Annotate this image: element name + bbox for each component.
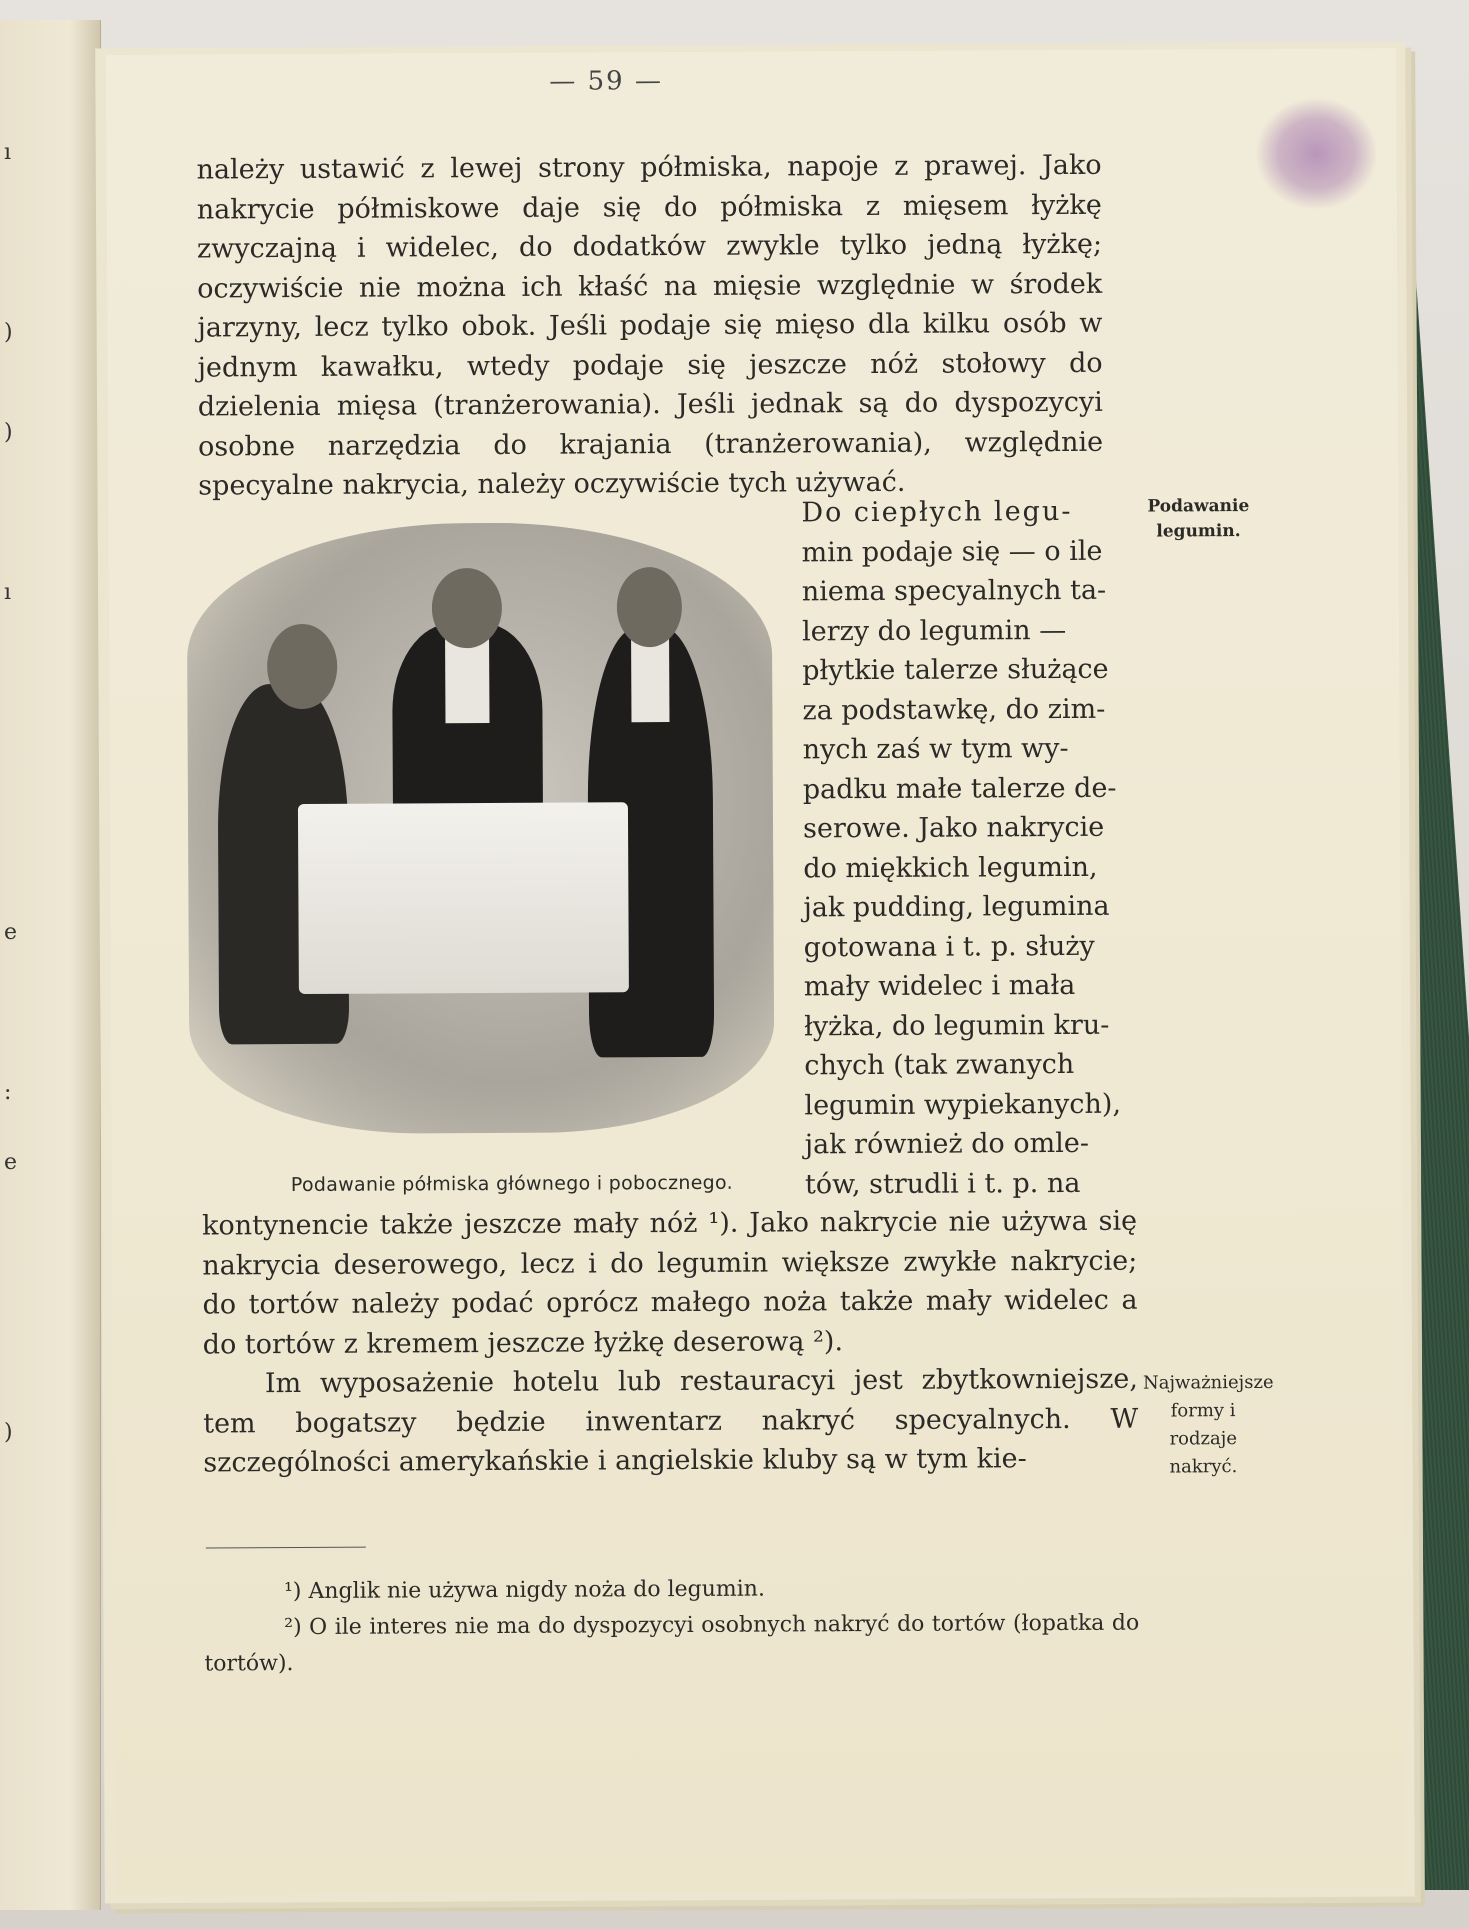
top-paragraph-text: należy ustawić z lewej strony półmiska, napoje z prawej. Jako nakrycie półmiskowe daje się do półmiska z mięsem łyżkę zwyczajną i widelec, do dodatków zwykle tylko jedną łyżkę; oczywiście nie można ich kłaść na mięsie względnie w środek jarzyny, lecz tylko obok. Jeśli podaje się mięso dla kilku osób w jednym kawałku, wtedy podaje się jeszcze nóż stołowy do dzielenia mięsa (tranżerowania). Jeśli jednak są do dyspozycyi osobne narzędzia do krajania (tranżerowania), względnie specyalne nakrycia, należy oczywiście tych używać. [196,149,1104,502]
right-column-line: padku małe talerze de- [802,772,1117,805]
waiter-center-head [432,568,502,648]
diner-head [267,624,337,709]
right-column-line: jak pudding, legumina [803,890,1110,924]
footnotes [204,1570,1140,1683]
left-page-edge [0,20,101,1910]
footnote-1: ¹) Anglik nie używa nigdy noża do legumin. [283,1576,765,1605]
top-paragraph [197,146,1104,506]
right-column-line: tów, strudli i t. p. na [804,1167,1081,1200]
right-column-line: min podaje się — o ile [801,535,1103,568]
illustration-photo [186,522,774,1135]
right-column-line: niema specyalnych ta- [801,574,1107,608]
right-column [801,492,1135,1205]
right-column-line: płytkie talerze służące [802,653,1109,687]
page-number: — 59 — [549,66,664,97]
footnote-divider [206,1547,366,1549]
right-column-line: Do ciepłych legu- [801,495,1073,529]
right-column-line: łyżka, do legumin kru- [804,1009,1110,1042]
margin-note-serving-desserts: Podawanie legumin. [1147,496,1250,542]
photo-caption: Podawanie półmiska głównego i pobocznego. [290,1171,734,1197]
right-column-line: za podstawkę, do zim- [802,693,1106,726]
right-column-line: jak również do omle- [804,1127,1090,1161]
right-column-line: chych (tak zwanych [804,1048,1075,1082]
bottom-paragraph-2: Im wyposażenie hotelu lub restauracyi jest zbytkowniejsze, tem bogatszy będzie inwentarz nakryć specyalnych. W szczególności amerykańskie i angielskie kluby są w tym kie- [203,1363,1139,1479]
bottom-paragraphs [202,1202,1138,1483]
right-column-line: lerzy do legumin — [801,614,1067,647]
right-column-line: legumin wypiekanych), [804,1088,1122,1121]
right-column-line: nych zaś w tym wy- [802,732,1069,766]
right-column-line: gotowana i t. p. służy [803,930,1095,963]
book-page [106,48,1406,1895]
margin-note-table-settings: Najważniejsze formy i rodzaje nakryć. [1142,1371,1274,1478]
library-stamp [1256,98,1377,209]
left-page-text-fragments: ı ) ) ı e : e ) [4,140,18,1445]
right-column-line: serowe. Jako nakrycie [802,811,1105,845]
right-column-line: mały widelec i mała [803,969,1076,1003]
waiter-right-head [617,567,682,647]
tablecloth [298,802,629,994]
bottom-paragraph-1: kontynencie także jeszcze mały nóż ¹). Jako nakrycie nie używa się nakrycia deserowego, lecz i do legumin większe zwykłe nakrycie; do tortów należy podać oprócz małego noża także mały widelec a do tortów z kremem jeszcze łyżkę deserową ²). [202,1205,1138,1361]
right-column-line: do miękkich legumin, [803,851,1098,884]
footnote-2: ²) O ile interes nie ma do dyspozycyi osobnych nakryć do tortów (łopatka do tortów). [204,1610,1140,1677]
